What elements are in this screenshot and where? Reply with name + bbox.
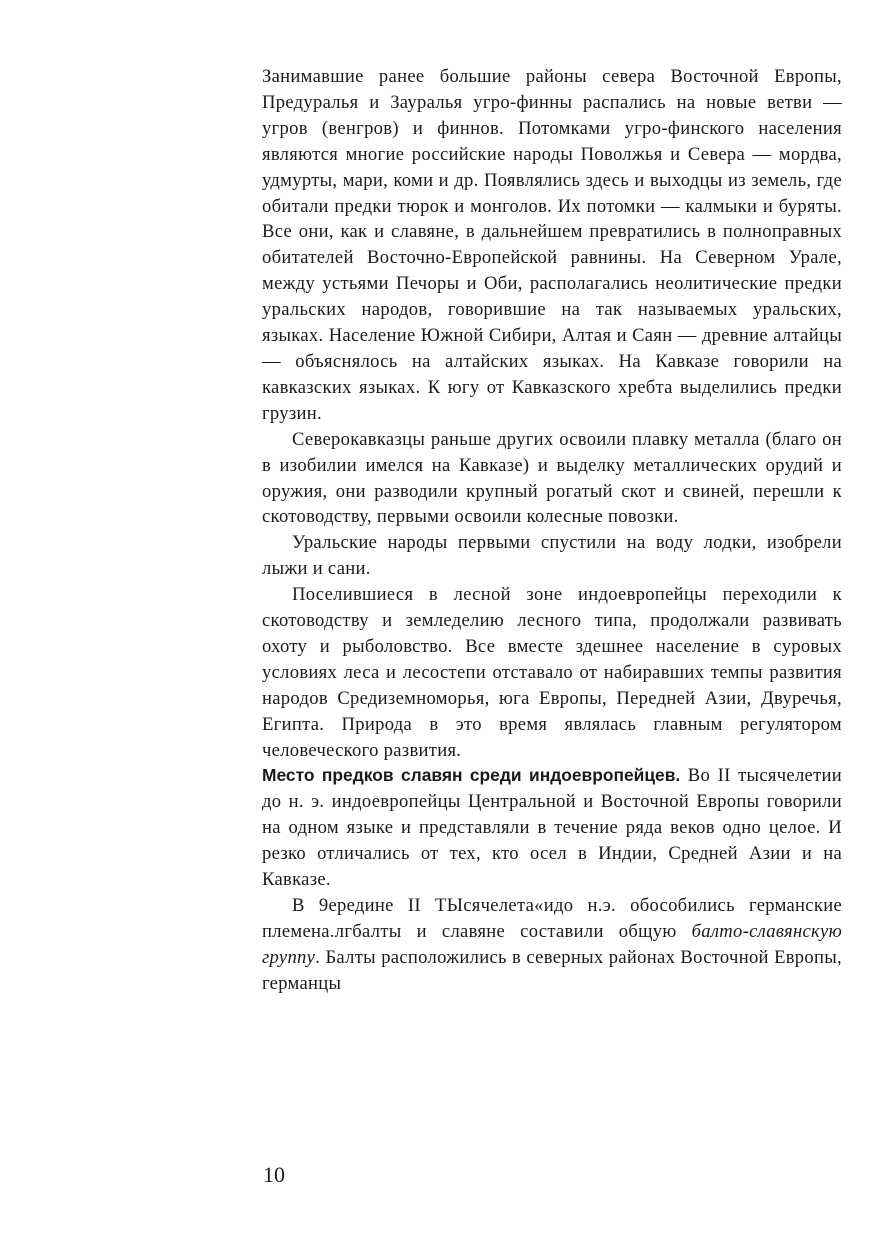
page-text [262,64,842,997]
page-number: 10 [263,1162,285,1187]
paragraph-balto-slavic-end: . Балты расположились в северных районах Восточной Европы, германцы [262,946,842,994]
paragraph-balto-slavic-start: В 9ередине II ТЫсячелета«идо н.э. обособились германские племена.лгбалты и славяне составили общую [262,895,842,942]
paragraph-balto-slavic [262,893,842,997]
paragraph-ural-peoples: Уральские народы первыми спустили на воду лодки, изобрели лыжи и сани. [262,532,842,580]
paragraph-north-caucasians: Северокавказцы раньше других освоили плавку металла (благо он в изобилии имелся на Кавказе) и выделку металлических орудий и оружия, они разводили крупный рогатый скот и свиней, перешли к скотоводству, первыми освоили колесные повозки. [262,428,842,528]
section-heading: Место предков славян среди индоевропейцев. [262,765,681,786]
paragraph-forest-indoeuropeans: Поселившиеся в лесной зоне индоевропейцы переходили к скотоводству и земледелию лесного типа, продолжали развивать охоту и рыболовство. Все вместе здешнее население в суровых условиях леса и лесостепи отставало от набиравших темпы развития народов Средиземноморья, юга Европы, Передней Азии, Двуречья, Египта. Природа в это время являлась главным регулятором человеческого развития. [262,584,842,761]
paragraph-ugro-finns: Занимавшие ранее большие районы севера Восточной Европы, Предуралья и Зауралья угро-финны распались на новые ветви — угров (венгров) и финнов. Потомками угро-финского населения являются многие российские народы Поволжья и Севера — мордва, удмурты, мари, коми и др. Появлялись здесь и выходцы из земель, где обитали предки тюрок и монголов. Их потомки — калмыки и буряты. Все они, как и славяне, в дальнейшем превратились в полноправных обитателей Восточно-Европейской равнины. На Северном Урале, между устьями Печоры и Оби, располагались неолитические предки уральских народов, говорившие на так называемых уральских, языках. Население Южной Сибири, Алтая и Саян — древние алтайцы — объяснялось на алтайских языках. На Кавказе говорили на кавказских языках. К югу от Кавказского хребта выделились предки грузин. [262,66,842,424]
balto-slavic-term: балто-славянскую группу [262,920,842,968]
section-text: Во II тысячелетии до н. э. индоевропейцы Центральной и Восточной Европы говорили на одном языке и представляли в течение ряда веков одно целое. И резко отличались от тех, кто осел в Индии, Средней Азии и на Кавказе. [262,765,843,891]
paragraph-slav-ancestors [262,763,842,893]
